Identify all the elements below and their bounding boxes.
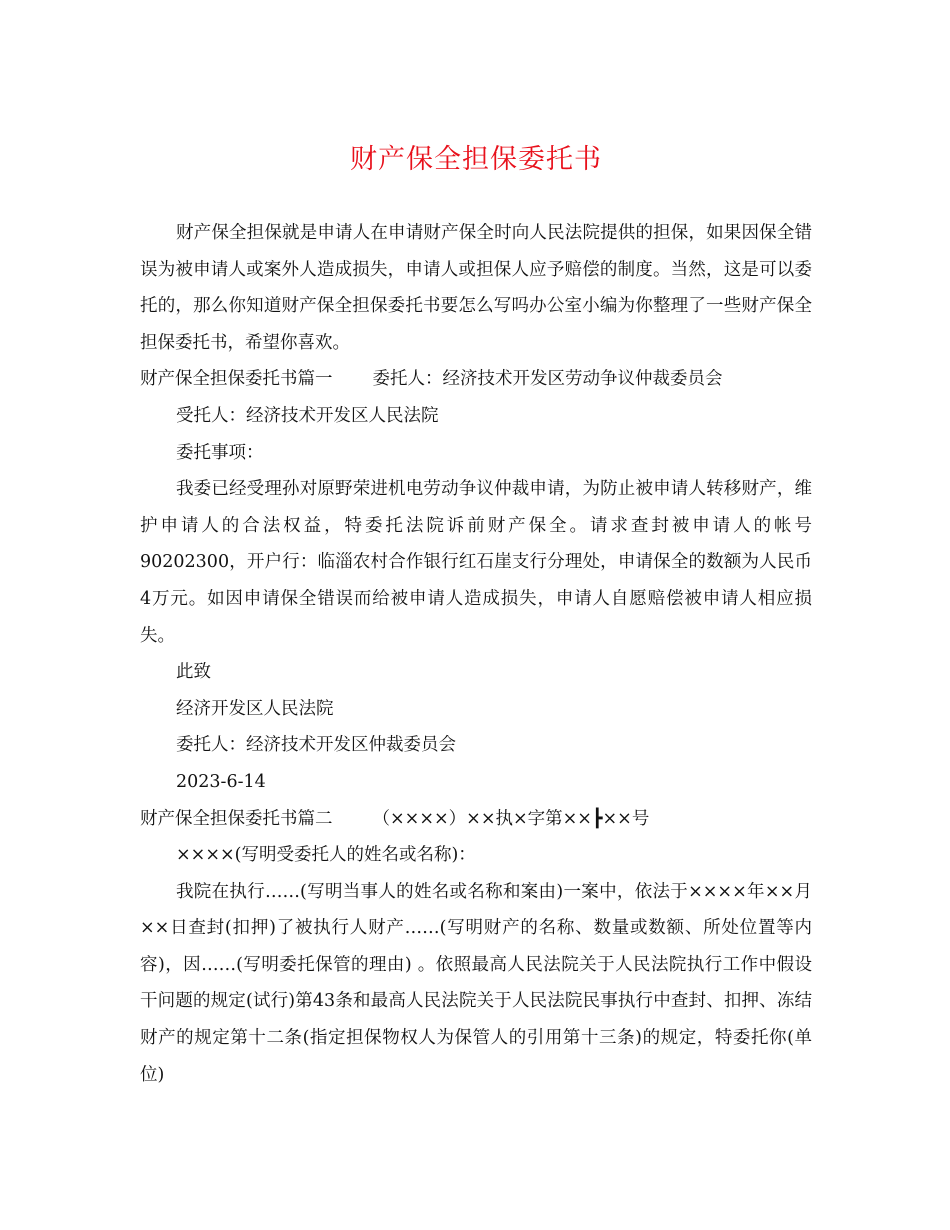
intro-paragraph: 财产保全担保就是申请人在申请财产保全时向人民法院提供的担保，如果因保全错误为被申请人或案外人造成损失，申请人或担保人应予赔偿的制度。当然，这是可以委托的，那么你知道财产保全担保委托书要怎么写吗办公室小编为你整理了一些财产保全担保委托书，希望你喜欢。 — [140, 223, 812, 353]
section2-body: 我院在执行……(写明当事人的姓名或名称和案由)一案中，依法于××××年××月××日查封(扣押)了被执行人财产……(写明财产的名称、数量或数额、所处位置等内容)，因……(写明委托保管的理由) 。依照最高人民法院关于人民法院执行工作中假设干问题的规定(试行)第43条和最高人民法院关于人民法院民事执行中查封、扣押、冻结财产的规定第十二条(指定担保物权人为保管人的引用第十三条)的规定，特委托你(单位) — [140, 881, 812, 1085]
document-title: 财产保全担保委托书 — [350, 144, 602, 175]
document-body — [140, 215, 812, 1093]
section1-heading-line — [140, 361, 812, 398]
section1-signer: 委托人：经济技术开发区仲裁委员会 — [176, 735, 456, 756]
section1-recipient: 经济开发区人民法院 — [176, 698, 334, 719]
section1-salutation: 此致 — [176, 662, 211, 683]
section1-date: 2023-6-14 — [176, 771, 266, 792]
section1-agent: 受托人：经济技术开发区人民法院 — [176, 405, 439, 426]
section1-principal: 委托人：经济技术开发区劳动争议仲裁委员会 — [372, 369, 723, 390]
section2-addressee: ××××(写明受委托人的姓名或名称)： — [176, 845, 476, 866]
section2-heading: 财产保全担保委托书篇二 — [140, 808, 333, 829]
section1-body: 我委已经受理孙对原野荣进机电劳动争议仲裁申请，为防止被申请人转移财产，维护申请人的合法权益，特委托法院诉前财产保全。请求查封被申请人的帐号90202300，开户行：临淄农村合作银行红石崖支行分理处，申请保全的数额为人民币4万元。如因申请保全错误而给被申请人造成损失，申请人自愿赔偿被申请人相应损失。 — [140, 479, 812, 646]
section1-matters-label: 委托事项： — [176, 442, 264, 463]
section2-case-number: （××××）××执×字第××┣××号 — [372, 808, 650, 829]
section2-heading-line — [140, 801, 812, 838]
section1-heading: 财产保全担保委托书篇一 — [140, 369, 333, 390]
